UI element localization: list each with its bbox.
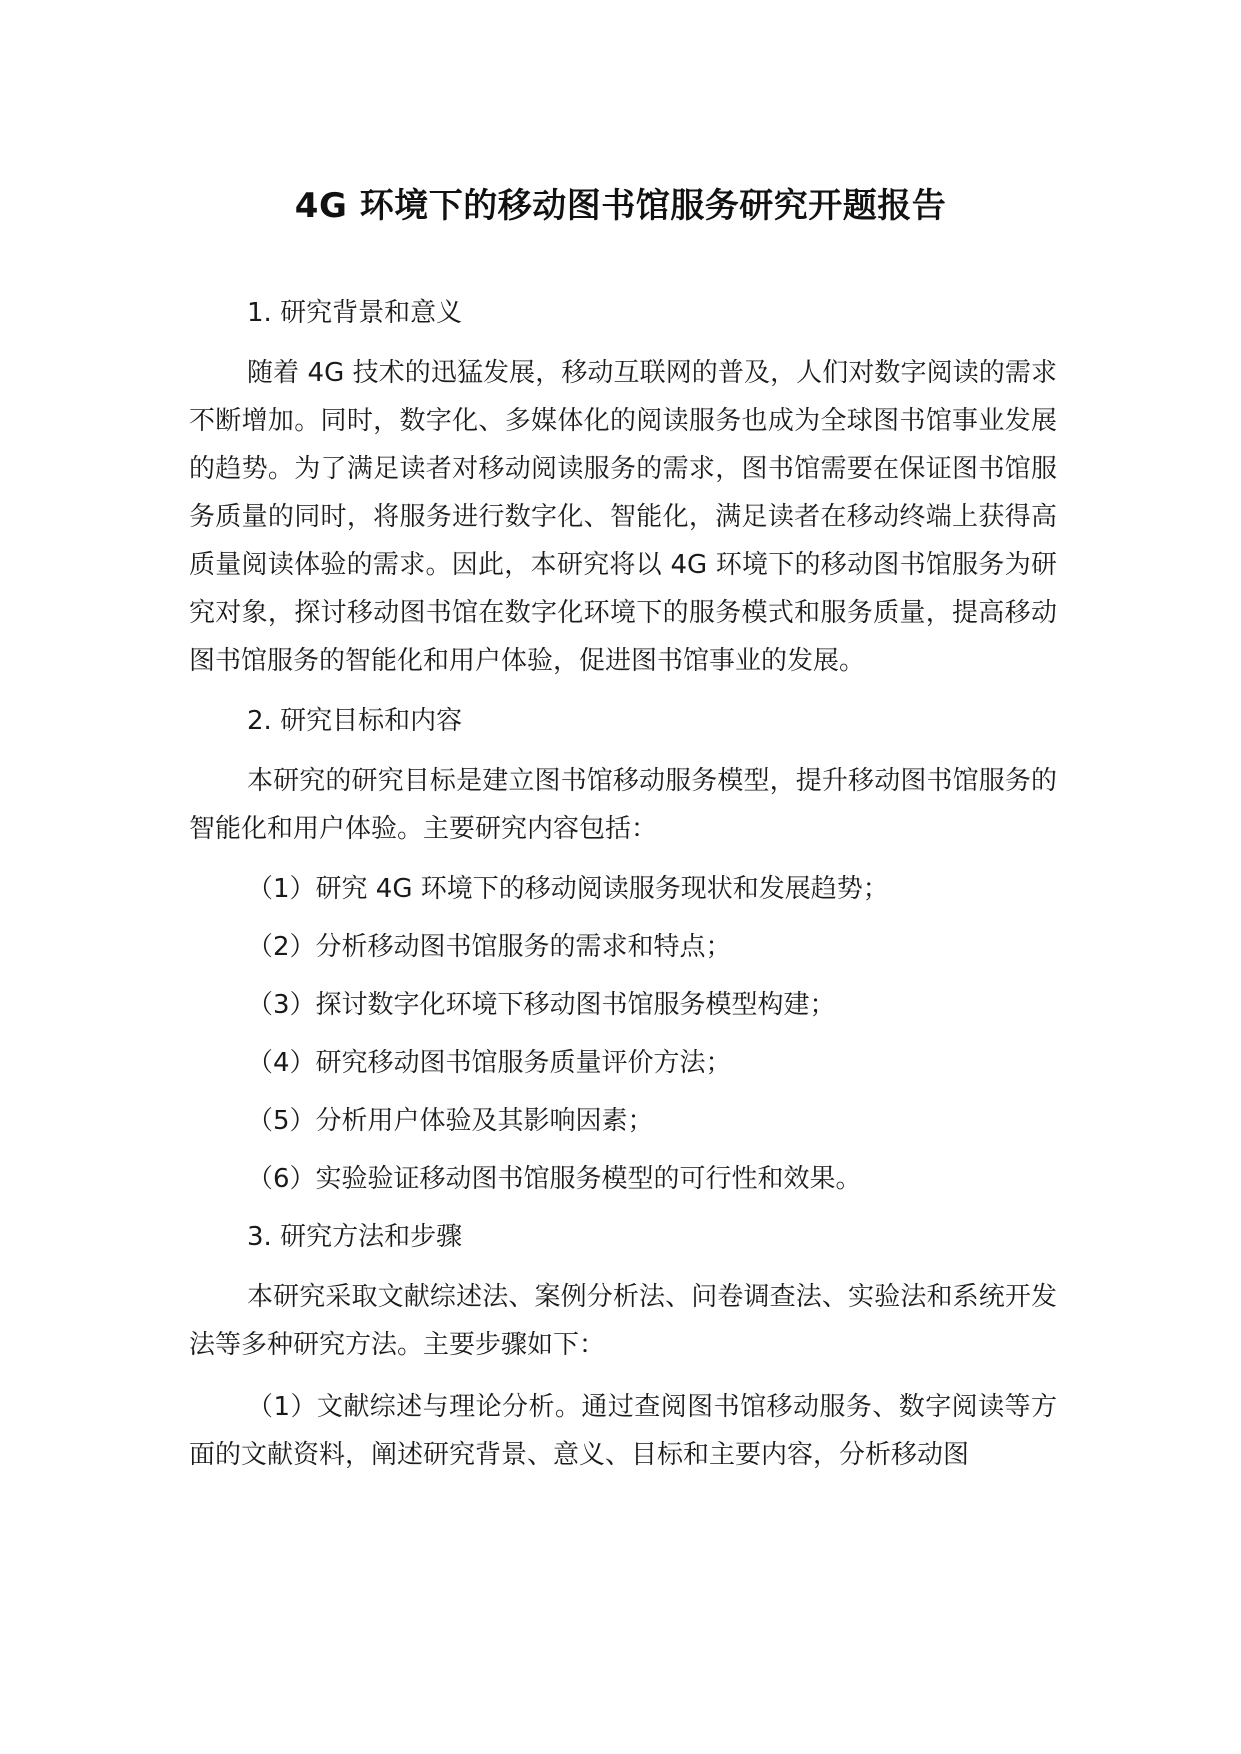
document-title: 4G 环境下的移动图书馆服务研究开题报告 xyxy=(294,186,947,226)
section-heading-objectives: 2. 研究目标和内容 xyxy=(247,706,463,736)
section-heading-methods: 3. 研究方法和步骤 xyxy=(247,1222,463,1252)
paragraph-objectives: 本研究的研究目标是建立图书馆移动服务模型，提升移动图书馆服务的智能化和用户体验。主要研究内容包括： xyxy=(189,766,1057,844)
section-heading-background: 1. 研究背景和意义 xyxy=(247,298,463,328)
paragraph-background: 随着 4G 技术的迅猛发展，移动互联网的普及，人们对数字阅读的需求不断增加。同时，数字化、多媒体化的阅读服务也成为全球图书馆事业发展的趋势。为了满足读者对移动阅读服务的需求，图书馆需要在保证图书馆服务质量的同时，将服务进行数字化、智能化，满足读者在移动终端上获得高质量阅读体验的需求。因此，本研究将以 4G 环境下的移动图书馆服务为研究对象，探讨移动图书馆在数字化环境下的服务模式和服务质量，提高移动图书馆服务的智能化和用户体验，促进图书馆事业的发展。 xyxy=(189,358,1057,676)
paragraph-step-1: （1）文献综述与理论分析。通过查阅图书馆移动服务、数字阅读等方面的文献资料，阐述研究背景、意义、目标和主要内容，分析移动图 xyxy=(189,1392,1057,1470)
list-item-objective: （3）探讨数字化环境下移动图书馆服务模型构建； xyxy=(247,990,836,1020)
list-item-objective: （6）实验验证移动图书馆服务模型的可行性和效果。 xyxy=(247,1164,862,1194)
document-body xyxy=(189,291,1057,1479)
list-item-objective: （5）分析用户体验及其影响因素； xyxy=(247,1106,654,1136)
list-item-objective: （4）研究移动图书馆服务质量评价方法； xyxy=(247,1048,732,1078)
list-item-objective: （2）分析移动图书馆服务的需求和特点； xyxy=(247,932,732,962)
list-item-objective: （1）研究 4G 环境下的移动阅读服务现状和发展趋势； xyxy=(247,874,889,904)
paragraph-methods: 本研究采取文献综述法、案例分析法、问卷调查法、实验法和系统开发法等多种研究方法。主要步骤如下： xyxy=(189,1282,1057,1360)
